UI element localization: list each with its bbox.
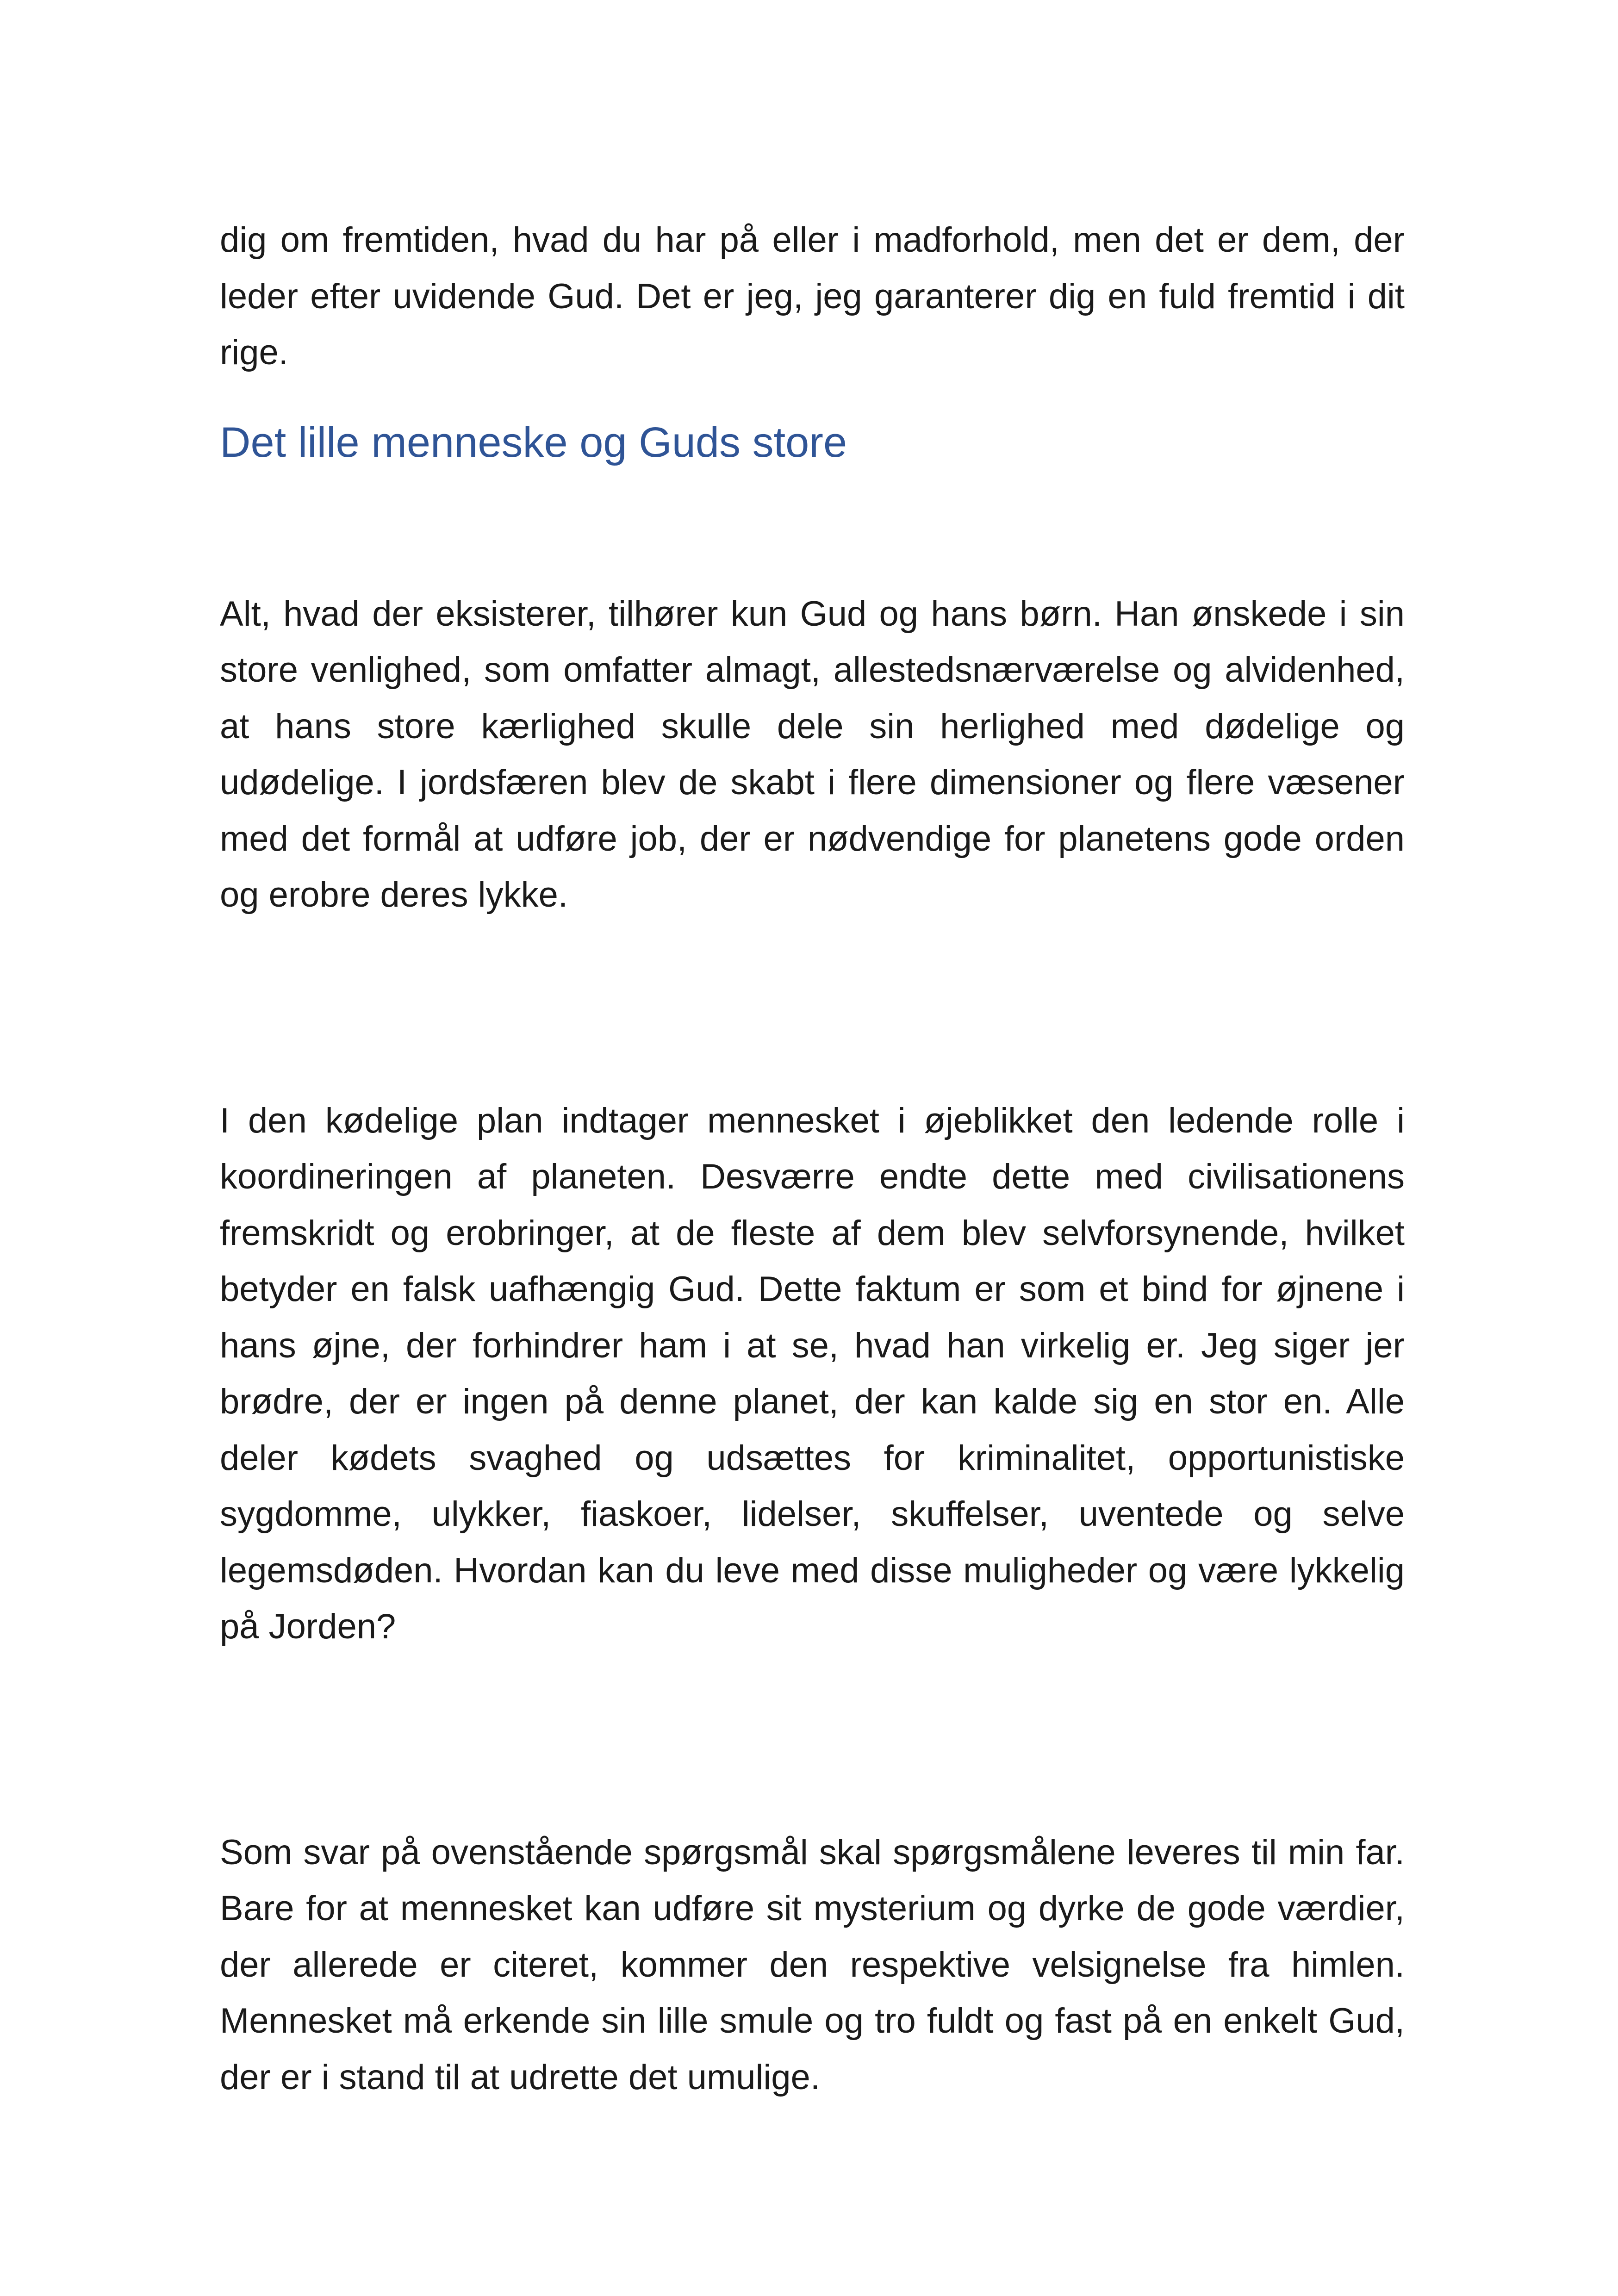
section-heading: Det lille menneske og Guds store	[220, 418, 847, 466]
body-paragraph: Som svar på ovenstående spørgsmål skal spørgsmålene leveres til min far. Bare for at mennesket kan udføre sit mysterium og dyrke de gode værdier, der allerede er citeret, kommer den respektive velsignelse fra himlen. Mennesket må erkende sin lille smule og tro fuldt og fast på en enkelt Gud, der er i stand til at udrette det umulige.	[220, 1832, 1405, 2097]
spacer	[220, 1655, 1405, 1824]
intro-paragraph: dig om fremtiden, hvad du har på eller i madforhold, men det er dem, der leder efter uvidende Gud. Det er jeg, jeg garanterer dig en fuld fremtid i dit rige.	[220, 220, 1405, 372]
document-body	[220, 212, 1405, 2105]
spacer	[220, 470, 1405, 586]
body-paragraph: Alt, hvad der eksisterer, tilhører kun Gud og hans børn. Han ønskede i sin store venlighed, som omfatter almagt, allestedsnærværelse og alvidenhed, at hans store kærlighed skulle dele sin herlighed med dødelige og udødelige. I jordsfæren blev de skabt i flere dimensioner og flere væsener med det formål at udføre job, der er nødvendige for planetens gode orden og erobre deres lykke.	[220, 594, 1405, 915]
body-paragraph: I den kødelige plan indtager mennesket i øjeblikket den ledende rolle i koordineringen af planeten. Desværre endte dette med civilisationens fremskridt og erobringer, at de fleste af dem blev selvforsynende, hvilket betyder en falsk uafhængig Gud. Dette faktum er som et bind for øjnene i hans øjne, der forhindrer ham i at se, hvad han virkelig er. Jeg siger jer brødre, der er ingen på denne planet, der kan kalde sig en stor en. Alle deler kødets svaghed og udsættes for kriminalitet, opportunistiske sygdomme, ulykker, fiaskoer, lidelser, skuffelser, uventede og selve legemsdøden. Hvordan kan du leve med disse muligheder og være lykkelig på Jorden?	[220, 1101, 1405, 1646]
spacer	[220, 923, 1405, 1093]
